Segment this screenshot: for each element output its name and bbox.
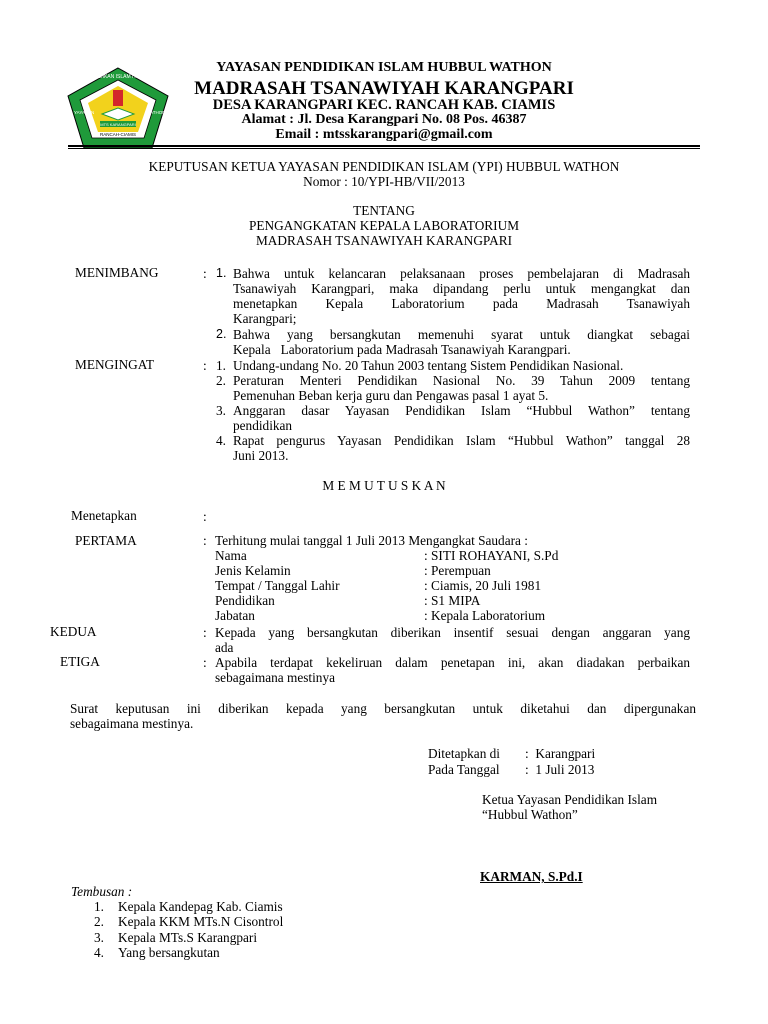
tanggal-value: : 1 Juli 2013	[525, 762, 595, 777]
logo-banner: MTS KARANGPARI	[100, 122, 136, 127]
field-nama-value: : SITI ROHAYANI, S.Pd	[424, 548, 559, 563]
etiga-line2: sebagaimana mestinya	[215, 670, 335, 685]
mengingat-item-3-num: 3.	[216, 403, 226, 418]
field-jenis-kelamin-value: : Perempuan	[424, 563, 491, 578]
etiga-colon: :	[203, 655, 207, 670]
logo-bottom: RANCAH-CIAMIS	[99, 132, 137, 137]
menimbang-item-2-num: 2.	[216, 327, 227, 341]
menimbang-item-1-num: 1.	[216, 266, 227, 280]
field-nama-label: Nama	[215, 548, 247, 563]
field-ttl-value: : Ciamis, 20 Juli 1981	[424, 578, 542, 593]
school-address: Alamat : Jl. Desa Karangpari No. 08 Pos. 46387	[241, 112, 527, 127]
ditetapkan-label: Ditetapkan di	[428, 746, 501, 761]
mengingat-item-2-line1: Peraturan Menteri Pendidikan Nasional No. 39 Tahun 2009 tentang	[233, 373, 690, 388]
menetapkan-label: Menetapkan	[71, 508, 137, 523]
tembusan-item-1: Kepala Kandepag Kab. Ciamis	[118, 899, 283, 914]
tembusan-item-4-num: 4.	[94, 945, 104, 960]
tembusan-item-2: Kepala KKM MTs.N Cisontrol	[118, 914, 284, 929]
mengingat-item-3-line1: Anggaran dasar Yayasan Pendidikan Islam “Hubbul Wathon” tentang	[233, 403, 690, 418]
menimbang-item-2-line2: Kepala Laboratorium pada Madrasah Tsanawiyah Karangpari.	[233, 342, 571, 357]
field-jabatan-value: : Kepala Laboratorium	[424, 608, 546, 623]
ditetapkan-value: : Karangpari	[525, 746, 596, 761]
school-region: DESA KARANGPARI KEC. RANCAH KAB. CIAMIS	[212, 97, 556, 113]
tembusan-label: Tembusan :	[71, 884, 133, 899]
field-ttl-label: Tempat / Tanggal Lahir	[215, 578, 340, 593]
pertama-colon: :	[203, 533, 207, 548]
logo-ring-top: PENDIDIKAN ISLAM HUBBUL	[83, 74, 153, 80]
mengingat-item-1-num: 1.	[216, 358, 226, 373]
school-name: MADRASAH TSANAWIYAH KARANGPARI	[194, 78, 574, 99]
memutuskan-heading: M E M U T U S K A N	[322, 478, 446, 493]
tembusan-item-4: Yang bersangkutan	[118, 945, 220, 960]
signer-position-line1: Ketua Yayasan Pendidikan Islam	[482, 792, 658, 807]
kedua-line1: Kepada yang bersangkutan diberikan insentif sesuai dengan anggaran yang	[215, 625, 690, 640]
kedua-label: KEDUA	[50, 624, 97, 639]
closing-line2: sebagaimana mestinya.	[70, 716, 194, 731]
foundation-name: YAYASAN PENDIDIKAN ISLAM HUBBUL WATHON	[216, 60, 552, 75]
closing-line1: Surat keputusan ini diberikan kepada yang bersangkutan untuk diketahui dan dipergunakan	[70, 701, 696, 716]
menimbang-item-1-line2: Tsanawiyah Karangpari, maka dipandang perlu untuk mengangkat dan	[233, 281, 690, 296]
tembusan-item-3: Kepala MTs.S Karangpari	[118, 930, 258, 945]
tembusan-item-1-num: 1.	[94, 899, 104, 914]
school-email: Email : mtsskarangpari@gmail.com	[275, 127, 493, 142]
logo-ring-left: YAYASAN	[74, 110, 95, 115]
decree-subject-line2: MADRASAH TSANAWIYAH KARANGPARI	[255, 233, 513, 248]
menimbang-item-2-line1: Bahwa yang bersangkutan memenuhi syarat untuk diangkat sebagai	[233, 327, 690, 342]
menimbang-item-1-line4: Karangpari;	[233, 311, 297, 326]
kedua-line2: ada	[215, 640, 234, 655]
kedua-colon: :	[203, 625, 207, 640]
pertama-intro: Terhitung mulai tanggal 1 Juli 2013 Mengangkat Saudara :	[215, 533, 528, 548]
menimbang-item-1-line3: menetapkan Kepala Laboratorium pada Madrasah Tsanawiyah	[233, 296, 690, 311]
menimbang-label: MENIMBANG	[75, 265, 159, 280]
decree-number: Nomor : 10/YPI-HB/VII/2013	[303, 174, 465, 189]
pertama-label: PERTAMA	[75, 533, 137, 548]
mengingat-item-4-line2: Juni 2013.	[233, 448, 289, 463]
decree-tentang: TENTANG	[353, 203, 415, 218]
mengingat-item-4-num: 4.	[216, 433, 226, 448]
etiga-label: ETIGA	[60, 654, 100, 669]
decree-subject-line1: PENGANGKATAN KEPALA LABORATORIUM	[248, 218, 520, 233]
field-jenis-kelamin-label: Jenis Kelamin	[215, 563, 291, 578]
etiga-line1: Apabila terdapat kekeliruan dalam penetapan ini, akan diadakan perbaikan	[215, 655, 690, 670]
header-rule-thick	[68, 145, 700, 147]
mengingat-item-3-line2: pendidikan	[233, 418, 293, 433]
menimbang-colon: :	[203, 266, 207, 281]
header-rule-thin	[68, 148, 700, 149]
menimbang-item-1-line1: Bahwa untuk kelancaran pelaksanaan proses pembelajaran di Madrasah	[233, 266, 690, 281]
field-pendidikan-value: : S1 MIPA	[424, 593, 481, 608]
decree-title: KEPUTUSAN KETUA YAYASAN PENDIDIKAN ISLAM (YPI) HUBBUL WATHON	[148, 159, 620, 174]
logo-ring-right: WATHON	[146, 110, 166, 115]
signer-position-line2: “Hubbul Wathon”	[482, 807, 578, 822]
mengingat-item-2-line2: Pemenuhan Beban kerja guru dan Pengawas pasal 1 ayat 5.	[233, 388, 549, 403]
mengingat-colon: :	[203, 358, 207, 373]
tembusan-item-3-num: 3.	[94, 930, 104, 945]
field-jabatan-label: Jabatan	[215, 608, 255, 623]
tembusan-item-2-num: 2.	[94, 914, 104, 929]
menetapkan-colon: :	[203, 509, 207, 524]
signer-name: KARMAN, S.Pd.I	[480, 869, 583, 884]
tanggal-label: Pada Tanggal	[428, 762, 500, 777]
field-pendidikan-label: Pendidikan	[215, 593, 275, 608]
mengingat-item-2-num: 2.	[216, 373, 226, 388]
mengingat-item-1-line1: Undang-undang No. 20 Tahun 2003 tentang Sistem Pendidikan Nasional.	[233, 358, 624, 373]
mengingat-item-4-line1: Rapat pengurus Yayasan Pendidikan Islam “Hubbul Wathon” tanggal 28	[233, 433, 690, 448]
mengingat-label: MENGINGAT	[75, 357, 155, 372]
